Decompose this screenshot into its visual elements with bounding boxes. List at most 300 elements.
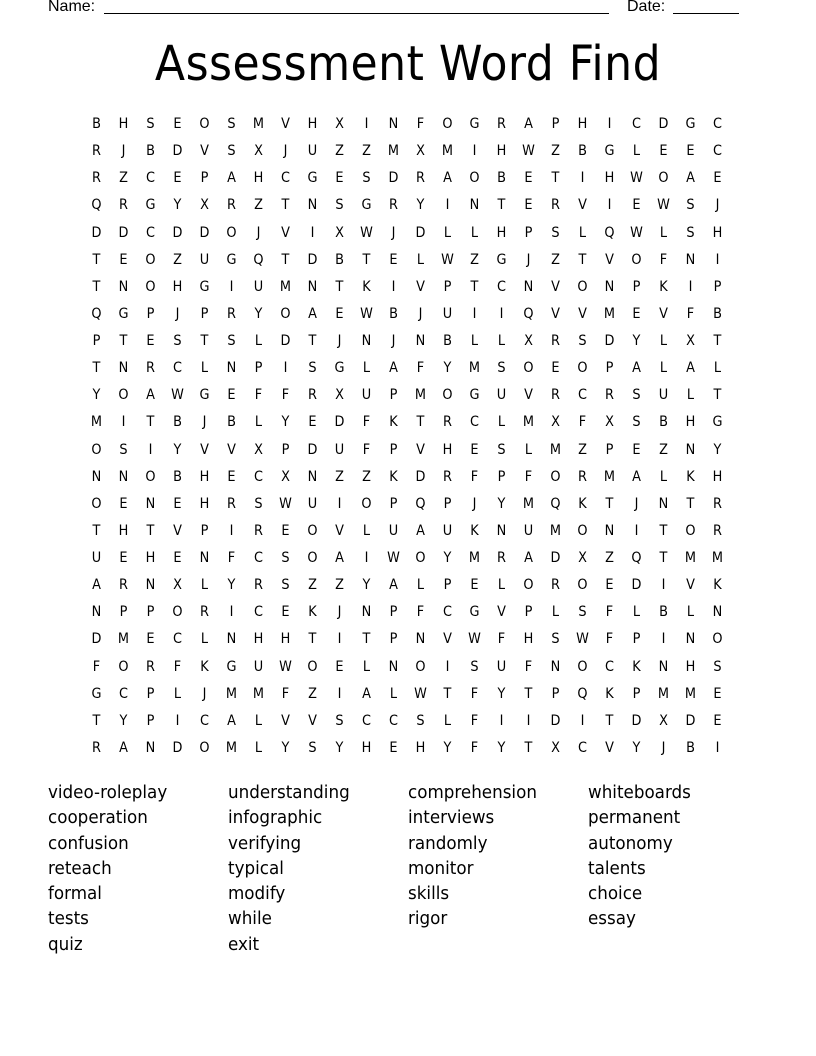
grid-letter[interactable]: I <box>661 577 666 594</box>
grid-letter[interactable]: L <box>200 577 209 594</box>
grid-letter[interactable]: Z <box>362 468 371 485</box>
grid-letter[interactable]: I <box>337 495 342 512</box>
grid-letter[interactable]: N <box>496 522 507 539</box>
grid-letter[interactable]: G <box>685 116 696 132</box>
grid-letter[interactable]: M <box>603 305 616 322</box>
grid-letter[interactable]: H <box>145 550 156 566</box>
grid-letter[interactable]: A <box>146 387 155 404</box>
grid-letter[interactable]: U <box>442 522 453 539</box>
grid-letter[interactable]: G <box>226 251 237 268</box>
grid-letter[interactable]: O <box>631 251 642 268</box>
grid-letter[interactable]: L <box>362 522 371 539</box>
grid-letter[interactable]: Y <box>416 197 425 214</box>
grid-letter[interactable]: T <box>524 739 533 756</box>
grid-letter[interactable]: Y <box>281 414 290 431</box>
grid-letter[interactable]: N <box>550 658 561 675</box>
grid-letter[interactable]: C <box>713 116 722 132</box>
grid-letter[interactable]: N <box>145 577 156 594</box>
grid-letter[interactable]: D <box>631 577 642 594</box>
grid-letter[interactable]: X <box>335 224 344 241</box>
grid-letter[interactable]: D <box>658 116 669 132</box>
grid-letter[interactable]: J <box>418 305 423 322</box>
grid-letter[interactable]: D <box>550 550 561 566</box>
grid-letter[interactable]: R <box>254 522 263 539</box>
grid-letter[interactable]: I <box>715 251 720 268</box>
grid-letter[interactable]: Z <box>551 251 560 268</box>
grid-letter[interactable]: X <box>335 116 344 132</box>
grid-letter[interactable]: P <box>92 333 101 349</box>
grid-letter[interactable]: A <box>389 360 398 377</box>
grid-letter[interactable]: U <box>334 441 345 458</box>
grid-letter[interactable]: D <box>550 712 561 729</box>
grid-letter[interactable]: H <box>253 631 264 648</box>
grid-letter[interactable]: T <box>146 522 155 539</box>
grid-letter[interactable]: S <box>173 333 182 349</box>
grid-letter[interactable]: E <box>335 658 344 675</box>
grid-letter[interactable]: M <box>441 143 454 160</box>
grid-letter[interactable]: D <box>172 739 183 756</box>
grid-letter[interactable]: Y <box>443 550 452 566</box>
grid-letter[interactable]: H <box>523 631 534 648</box>
grid-letter[interactable]: F <box>92 658 101 675</box>
grid-letter[interactable]: M <box>387 143 400 160</box>
grid-letter[interactable]: P <box>443 577 452 594</box>
grid-letter[interactable]: V <box>227 441 236 458</box>
grid-letter[interactable]: N <box>604 278 615 295</box>
grid-letter[interactable]: P <box>200 522 209 539</box>
grid-letter[interactable]: I <box>445 197 450 214</box>
grid-letter[interactable]: W <box>630 170 643 187</box>
grid-letter[interactable]: O <box>442 116 453 132</box>
grid-letter[interactable]: C <box>146 224 155 241</box>
grid-letter[interactable]: H <box>604 170 615 187</box>
grid-letter[interactable]: P <box>443 278 452 295</box>
grid-letter[interactable]: D <box>172 143 183 160</box>
grid-letter[interactable]: T <box>281 197 290 214</box>
grid-letter[interactable]: R <box>227 197 236 214</box>
grid-letter[interactable]: S <box>227 333 236 349</box>
grid-letter[interactable]: C <box>389 712 398 729</box>
grid-letter[interactable]: R <box>497 116 506 132</box>
grid-letter[interactable]: S <box>470 658 479 675</box>
grid-letter[interactable]: P <box>389 495 398 512</box>
grid-letter[interactable]: D <box>604 333 615 349</box>
grid-letter[interactable]: A <box>686 360 695 377</box>
grid-letter[interactable]: Z <box>173 251 182 268</box>
grid-letter[interactable]: M <box>657 685 670 702</box>
grid-letter[interactable]: X <box>200 197 209 214</box>
grid-letter[interactable]: F <box>281 685 290 702</box>
grid-letter[interactable]: Y <box>443 360 452 377</box>
grid-letter[interactable]: N <box>415 631 426 648</box>
grid-letter[interactable]: L <box>173 685 182 702</box>
grid-letter[interactable]: P <box>524 224 533 241</box>
grid-letter[interactable]: U <box>388 522 399 539</box>
grid-letter[interactable]: O <box>523 360 534 377</box>
grid-letter[interactable]: T <box>362 631 371 648</box>
grid-letter[interactable]: J <box>391 333 396 349</box>
grid-letter[interactable]: G <box>199 387 210 404</box>
grid-letter[interactable]: F <box>686 305 695 322</box>
grid-letter[interactable]: Z <box>605 550 614 566</box>
grid-letter[interactable]: R <box>416 170 425 187</box>
grid-letter[interactable]: P <box>254 360 263 377</box>
grid-letter[interactable]: S <box>686 224 695 241</box>
grid-letter[interactable]: J <box>661 739 666 756</box>
grid-letter[interactable]: N <box>415 333 426 349</box>
grid-letter[interactable]: O <box>442 387 453 404</box>
grid-letter[interactable]: U <box>307 143 318 160</box>
grid-letter[interactable]: T <box>713 333 722 349</box>
grid-letter[interactable]: H <box>280 631 291 648</box>
grid-letter[interactable]: W <box>279 658 292 675</box>
grid-letter[interactable]: T <box>713 387 722 404</box>
grid-letter[interactable]: F <box>470 468 479 485</box>
grid-letter[interactable]: G <box>226 658 237 675</box>
grid-letter[interactable]: X <box>578 550 587 566</box>
grid-letter[interactable]: R <box>443 414 452 431</box>
grid-letter[interactable]: D <box>280 333 291 349</box>
grid-letter[interactable]: Z <box>470 251 479 268</box>
grid-letter[interactable]: L <box>632 604 641 621</box>
grid-letter[interactable]: J <box>283 143 288 160</box>
grid-letter[interactable]: E <box>632 441 641 458</box>
grid-letter[interactable]: J <box>472 495 477 512</box>
grid-letter[interactable]: N <box>91 468 102 485</box>
grid-letter[interactable]: G <box>307 170 318 187</box>
grid-letter[interactable]: W <box>414 685 427 702</box>
grid-letter[interactable]: I <box>175 712 180 729</box>
grid-letter[interactable]: K <box>686 468 695 485</box>
grid-letter[interactable]: M <box>711 550 724 566</box>
grid-letter[interactable]: V <box>416 441 425 458</box>
grid-letter[interactable]: I <box>337 631 342 648</box>
grid-letter[interactable]: L <box>443 224 452 241</box>
grid-letter[interactable]: D <box>631 712 642 729</box>
grid-letter[interactable]: X <box>254 143 263 160</box>
grid-letter[interactable]: X <box>281 468 290 485</box>
grid-letter[interactable]: C <box>497 278 506 295</box>
grid-letter[interactable]: C <box>173 631 182 648</box>
grid-letter[interactable]: K <box>578 495 587 512</box>
grid-letter[interactable]: S <box>146 116 155 132</box>
grid-letter[interactable]: I <box>121 414 126 431</box>
grid-letter[interactable]: H <box>685 414 696 431</box>
grid-letter[interactable]: G <box>496 251 507 268</box>
grid-letter[interactable]: Z <box>551 143 560 160</box>
grid-letter[interactable]: G <box>334 360 345 377</box>
grid-letter[interactable]: B <box>92 116 101 132</box>
grid-letter[interactable]: I <box>283 360 288 377</box>
grid-letter[interactable]: G <box>118 305 129 322</box>
grid-letter[interactable]: L <box>497 414 506 431</box>
grid-letter[interactable]: H <box>118 522 129 539</box>
grid-letter[interactable]: L <box>524 441 533 458</box>
grid-letter[interactable]: V <box>551 305 560 322</box>
grid-letter[interactable]: R <box>389 197 398 214</box>
grid-letter[interactable]: L <box>551 604 560 621</box>
grid-letter[interactable]: G <box>469 116 480 132</box>
grid-letter[interactable]: N <box>226 360 237 377</box>
grid-letter[interactable]: O <box>361 495 372 512</box>
grid-letter[interactable]: M <box>252 116 265 132</box>
grid-letter[interactable]: L <box>254 414 263 431</box>
grid-letter[interactable]: O <box>577 360 588 377</box>
grid-letter[interactable]: K <box>659 278 668 295</box>
grid-letter[interactable]: H <box>442 441 453 458</box>
grid-letter[interactable]: N <box>91 604 102 621</box>
grid-letter[interactable]: O <box>577 278 588 295</box>
grid-letter[interactable]: I <box>580 712 585 729</box>
grid-letter[interactable]: S <box>632 387 641 404</box>
grid-letter[interactable]: H <box>712 468 723 485</box>
grid-letter[interactable]: B <box>173 468 182 485</box>
grid-letter[interactable]: L <box>470 224 479 241</box>
grid-letter[interactable]: X <box>254 441 263 458</box>
grid-letter[interactable]: L <box>659 468 668 485</box>
grid-letter[interactable]: K <box>470 522 479 539</box>
grid-letter[interactable]: E <box>605 577 614 594</box>
grid-letter[interactable]: O <box>550 468 561 485</box>
grid-letter[interactable]: M <box>279 278 292 295</box>
grid-letter[interactable]: R <box>578 468 587 485</box>
grid-letter[interactable]: I <box>364 550 369 566</box>
grid-letter[interactable]: E <box>335 170 344 187</box>
grid-letter[interactable]: M <box>549 522 562 539</box>
grid-letter[interactable]: W <box>468 631 481 648</box>
grid-letter[interactable]: H <box>685 658 696 675</box>
grid-letter[interactable]: Q <box>523 305 534 322</box>
grid-letter[interactable]: W <box>441 251 454 268</box>
grid-letter[interactable]: E <box>551 360 560 377</box>
grid-letter[interactable]: E <box>470 577 479 594</box>
grid-letter[interactable]: D <box>91 631 102 648</box>
grid-letter[interactable]: H <box>199 468 210 485</box>
grid-letter[interactable]: J <box>202 414 207 431</box>
grid-letter[interactable]: D <box>118 224 129 241</box>
grid-letter[interactable]: C <box>362 712 371 729</box>
grid-letter[interactable]: B <box>713 305 722 322</box>
grid-letter[interactable]: L <box>416 577 425 594</box>
grid-letter[interactable]: C <box>119 685 128 702</box>
grid-letter[interactable]: T <box>92 712 101 729</box>
grid-letter[interactable]: P <box>281 441 290 458</box>
grid-letter[interactable]: A <box>227 170 236 187</box>
grid-letter[interactable]: Q <box>550 495 561 512</box>
grid-letter[interactable]: I <box>715 739 720 756</box>
grid-letter[interactable]: L <box>254 333 263 349</box>
grid-letter[interactable]: M <box>522 414 535 431</box>
grid-letter[interactable]: M <box>522 495 535 512</box>
grid-letter[interactable]: U <box>658 387 669 404</box>
grid-letter[interactable]: P <box>389 441 398 458</box>
grid-letter[interactable]: P <box>713 278 722 295</box>
grid-letter[interactable]: P <box>200 305 209 322</box>
grid-letter[interactable]: T <box>497 197 506 214</box>
grid-letter[interactable]: T <box>335 278 344 295</box>
grid-letter[interactable]: E <box>227 468 236 485</box>
grid-letter[interactable]: O <box>118 387 129 404</box>
grid-letter[interactable]: K <box>713 577 722 594</box>
grid-letter[interactable]: A <box>524 550 533 566</box>
grid-letter[interactable]: O <box>91 441 102 458</box>
grid-letter[interactable]: I <box>607 197 612 214</box>
grid-letter[interactable]: N <box>226 631 237 648</box>
grid-letter[interactable]: E <box>389 251 398 268</box>
grid-letter[interactable]: T <box>578 251 587 268</box>
grid-letter[interactable]: D <box>307 251 318 268</box>
grid-letter[interactable]: E <box>686 143 695 160</box>
grid-letter[interactable]: I <box>445 658 450 675</box>
grid-letter[interactable]: E <box>281 522 290 539</box>
grid-letter[interactable]: K <box>632 658 641 675</box>
grid-letter[interactable]: X <box>659 712 668 729</box>
grid-letter[interactable]: H <box>712 224 723 241</box>
grid-letter[interactable]: N <box>361 604 372 621</box>
grid-letter[interactable]: S <box>335 712 344 729</box>
grid-letter[interactable]: F <box>605 604 614 621</box>
grid-letter[interactable]: O <box>118 658 129 675</box>
grid-letter[interactable]: P <box>146 685 155 702</box>
grid-letter[interactable]: Y <box>281 739 290 756</box>
grid-letter[interactable]: O <box>145 251 156 268</box>
grid-letter[interactable]: P <box>389 387 398 404</box>
grid-letter[interactable]: D <box>388 170 399 187</box>
grid-letter[interactable]: S <box>632 414 641 431</box>
grid-letter[interactable]: S <box>551 631 560 648</box>
grid-letter[interactable]: M <box>117 631 130 648</box>
grid-letter[interactable]: S <box>362 170 371 187</box>
grid-letter[interactable]: Y <box>227 577 236 594</box>
grid-letter[interactable]: O <box>712 631 723 648</box>
grid-letter[interactable]: F <box>524 468 533 485</box>
grid-letter[interactable]: D <box>199 224 210 241</box>
grid-letter[interactable]: R <box>92 739 101 756</box>
grid-letter[interactable]: V <box>578 305 587 322</box>
grid-letter[interactable]: O <box>577 577 588 594</box>
grid-letter[interactable]: F <box>416 116 425 132</box>
grid-letter[interactable]: D <box>172 224 183 241</box>
grid-letter[interactable]: E <box>389 739 398 756</box>
grid-letter[interactable]: O <box>415 658 426 675</box>
grid-letter[interactable]: T <box>605 712 614 729</box>
grid-letter[interactable]: S <box>254 495 263 512</box>
grid-letter[interactable]: F <box>497 631 506 648</box>
grid-letter[interactable]: T <box>605 495 614 512</box>
grid-letter[interactable]: A <box>308 305 317 322</box>
grid-letter[interactable]: Q <box>91 197 102 214</box>
grid-letter[interactable]: K <box>605 685 614 702</box>
grid-letter[interactable]: P <box>146 305 155 322</box>
grid-letter[interactable]: M <box>549 441 562 458</box>
grid-letter[interactable]: I <box>634 522 639 539</box>
grid-letter[interactable]: B <box>578 143 587 160</box>
grid-letter[interactable]: S <box>497 360 506 377</box>
grid-letter[interactable]: O <box>307 522 318 539</box>
grid-letter[interactable]: B <box>497 170 506 187</box>
grid-letter[interactable]: I <box>499 305 504 322</box>
grid-letter[interactable]: N <box>307 468 318 485</box>
grid-letter[interactable]: A <box>416 522 425 539</box>
grid-letter[interactable]: Z <box>308 685 317 702</box>
grid-letter[interactable]: T <box>416 414 425 431</box>
grid-letter[interactable]: H <box>307 116 318 132</box>
grid-letter[interactable]: Z <box>254 197 263 214</box>
grid-letter[interactable]: U <box>496 387 507 404</box>
grid-letter[interactable]: E <box>713 685 722 702</box>
grid-letter[interactable]: L <box>686 604 695 621</box>
grid-letter[interactable]: A <box>335 550 344 566</box>
grid-letter[interactable]: B <box>146 143 155 160</box>
grid-letter[interactable]: W <box>522 143 535 160</box>
grid-letter[interactable]: V <box>443 631 452 648</box>
grid-letter[interactable]: E <box>470 441 479 458</box>
grid-letter[interactable]: Z <box>335 468 344 485</box>
grid-letter[interactable]: E <box>173 170 182 187</box>
grid-letter[interactable]: E <box>632 305 641 322</box>
grid-letter[interactable]: L <box>200 631 209 648</box>
grid-letter[interactable]: U <box>199 251 210 268</box>
grid-letter[interactable]: J <box>715 197 720 214</box>
grid-letter[interactable]: H <box>199 495 210 512</box>
grid-letter[interactable]: L <box>443 712 452 729</box>
grid-letter[interactable]: M <box>225 685 238 702</box>
grid-letter[interactable]: A <box>524 116 533 132</box>
grid-letter[interactable]: C <box>146 170 155 187</box>
grid-letter[interactable]: I <box>391 278 396 295</box>
grid-letter[interactable]: P <box>146 604 155 621</box>
grid-letter[interactable]: S <box>281 577 290 594</box>
grid-letter[interactable]: C <box>443 604 452 621</box>
grid-letter[interactable]: C <box>578 739 587 756</box>
grid-letter[interactable]: D <box>415 224 426 241</box>
grid-letter[interactable]: O <box>523 577 534 594</box>
grid-letter[interactable]: K <box>308 604 317 621</box>
grid-letter[interactable]: P <box>389 604 398 621</box>
grid-letter[interactable]: P <box>551 685 560 702</box>
grid-letter[interactable]: C <box>470 414 479 431</box>
grid-letter[interactable]: A <box>92 577 101 594</box>
grid-letter[interactable]: T <box>659 550 668 566</box>
grid-letter[interactable]: C <box>605 658 614 675</box>
grid-letter[interactable]: H <box>577 116 588 132</box>
grid-letter[interactable]: J <box>337 333 342 349</box>
grid-letter[interactable]: D <box>307 441 318 458</box>
grid-letter[interactable]: F <box>362 414 371 431</box>
grid-letter[interactable]: N <box>307 197 318 214</box>
grid-letter[interactable]: T <box>686 495 695 512</box>
grid-letter[interactable]: O <box>658 170 669 187</box>
grid-letter[interactable]: V <box>605 251 614 268</box>
grid-letter[interactable]: U <box>523 522 534 539</box>
grid-letter[interactable]: H <box>361 739 372 756</box>
grid-letter[interactable]: S <box>416 712 425 729</box>
grid-letter[interactable]: I <box>607 116 612 132</box>
grid-letter[interactable]: U <box>253 278 264 295</box>
grid-letter[interactable]: L <box>362 658 371 675</box>
grid-letter[interactable]: D <box>685 712 696 729</box>
grid-letter[interactable]: N <box>685 251 696 268</box>
grid-letter[interactable]: Z <box>362 143 371 160</box>
grid-letter[interactable]: P <box>605 441 614 458</box>
grid-letter[interactable]: J <box>634 495 639 512</box>
grid-letter[interactable]: N <box>685 631 696 648</box>
grid-letter[interactable]: N <box>523 278 534 295</box>
grid-letter[interactable]: S <box>551 224 560 241</box>
grid-letter[interactable]: T <box>92 278 101 295</box>
grid-letter[interactable]: O <box>577 658 588 675</box>
grid-letter[interactable]: P <box>389 631 398 648</box>
